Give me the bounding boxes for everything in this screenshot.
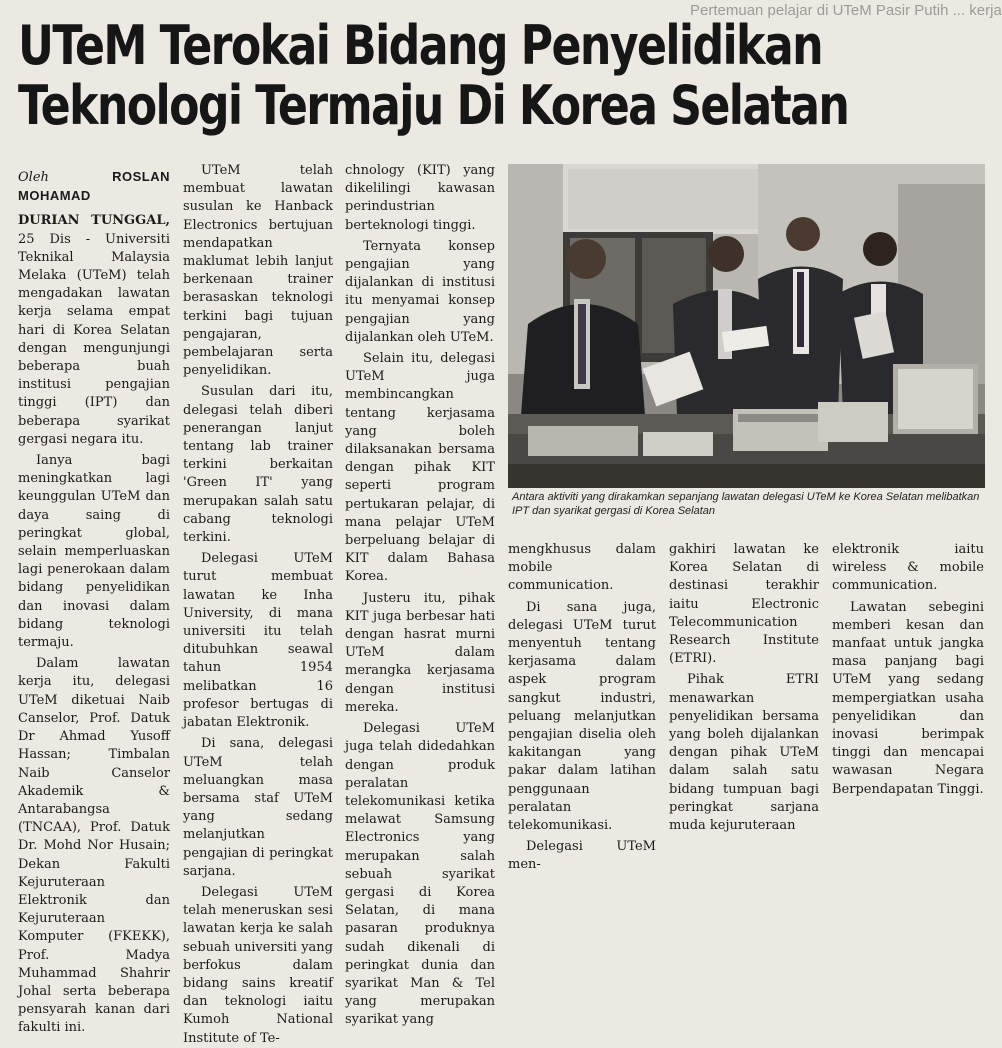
paragraph: Di sana juga, delegasi UTeM turut menyentuh tentang kerjasama dalam aspek program sangkut industri, peluang melanjutkan pengajian diselia oleh kakitangan yang pakar dalam latihan penggunaan peralatan telekomunikasi. (508, 599, 656, 834)
delegation-photo-illustration (508, 164, 985, 488)
paragraph: Dalam lawatan kerja itu, delegasi UTeM diketuai Naib Canselor, Prof. Datuk Dr Ahmad Yusoff Hassan; Timbalan Naib Canselor Akademik & Antarabangsa (TNCAA), Prof. Datuk Dr. Mohd Nor Husain; Dekan Fakulti Kejuruteraan Elektronik dan Kejuruteraan Komputer (FKEKK), Prof. Madya Muhammad Shahrir Johal serta beberapa pensyarah kanan dari fakulti ini. (18, 656, 170, 1036)
paragraph (18, 212, 170, 449)
paragraph: Selain itu, delegasi UTeM juga membincangkan tentang kerjasama yang boleh dilaksanakan bersama dengan pihak KIT seperti program pertukaran pelajar, di mana pelajar UTeM berpeluang belajar di KIT dalam Bahasa Korea. (345, 351, 495, 585)
paragraph: Di sana, delegasi UTeM telah meluangkan masa bersama staf UTeM yang sedang melanjutkan pengajian di peringkat sarjana. (183, 736, 333, 879)
paragraph: elektronik iaitu wireless & mobile communication. (832, 542, 984, 594)
paragraph: Ternyata konsep pengajian yang dijalankan di institusi itu menyamai konsep pengajian yang dijalankan oleh UTeM. (345, 238, 495, 345)
byline-author: ROSLAN MOHAMAD (18, 169, 170, 204)
byline (18, 168, 170, 206)
paragraph: Delegasi UTeM telah meneruskan sesi lawatan kerja ke salah sebuah universiti yang berfokus dalam bidang sains kreatif dan teknologi iaitu Kumoh National Institute of Te- (183, 884, 333, 1046)
paragraph: Delegasi UTeM juga telah didedahkan dengan produk peralatan telekomunikasi ketika melawat Samsung Electronics yang merupakan salah sebuah syarikat gergasi di Korea Selatan, di mana pasaran produknya sudah dikenali di peringkat dunia dan syarikat Man & Tel yang merupakan syarikat yang (345, 721, 495, 1028)
article-column-2 (183, 162, 333, 1046)
paragraph: gakhiri lawatan ke Korea Selatan di destinasi terakhir iaitu Electronic Telecommunication Research Institute (ETRI). (669, 542, 819, 667)
article-column-6 (832, 541, 984, 797)
paragraph: mengkhusus dalam mobile communication. (508, 542, 656, 594)
headline-line-2: Teknologi Termaju Di Korea Selatan (18, 74, 849, 137)
paragraph: Delegasi UTeM turut membuat lawatan ke Inha University, di mana universiti itu telah ditubuhkan seawal tahun 1954 melibatkan 16 profesor bertugas di jabatan Elektronik. (183, 551, 333, 731)
dateline: DURIAN TUNGGAL, (18, 213, 170, 229)
paragraph: Susulan dari itu, delegasi telah diberi penerangan lanjut tentang lab trainer terkini berkaitan 'Green IT' yang merupakan salah satu cabang teknologi terkini. (183, 384, 333, 546)
paragraph-text: 25 Dis - Universiti Teknikal Malaysia Melaka (UTeM) telah mengadakan lawatan kerja selama empat hari di Korea Selatan dengan mengunjungi beberapa buah institusi pengajian tinggi (IPT) dan beberapa syarikat gergasi negara itu. (18, 231, 170, 447)
article-column-5 (669, 541, 819, 834)
byline-prefix: Oleh (18, 170, 49, 185)
news-photo (508, 164, 985, 488)
photo-caption: Antara aktiviti yang dirakamkan sepanjang lawatan delegasi UTeM ke Korea Selatan melibatkan IPT dan syarikat gergasi di Korea Selatan (512, 491, 980, 517)
paragraph: Ianya bagi meningkatkan lagi keunggulan UTeM dan daya saing di peringkat global, selain memperluaskan lagi penerokaan dalam bidang penyelidikan dan inovasi dalam bidang teknologi termaju. (18, 453, 170, 651)
paragraph: Pihak ETRI menawarkan penyelidikan bersama yang boleh dijalankan dengan pihak UTeM dalam salah satu bidang tumpuan bagi peringkat sarjana muda kejuruteraan (669, 672, 819, 834)
paragraph: chnology (KIT) yang dikelilingi kawasan perindustrian berteknologi tinggi. (345, 163, 495, 233)
paragraph: Lawatan sebegini memberi kesan dan manfaat untuk jangka masa panjang bagi UTeM yang sedang mempergiatkan usaha penyelidikan dan inovasi berimpak tinggi dan mencapai wawasan Negara Berpendapatan Tinggi. (832, 599, 984, 797)
headline-line-1: UTeM Terokai Bidang Penyelidikan (18, 14, 822, 77)
faint-masthead-text: Pertemuan pelajar di UTeM Pasir Putih ... kerja (690, 2, 1002, 19)
paragraph: UTeM telah membuat lawatan susulan ke Hanback Electronics bertujuan mendapatkan maklumat lebih lanjut berkenaan trainer berasaskan teknologi terkini bagi tujuan pengajaran, pembelajaran serta penyelidikan. (183, 163, 333, 379)
paragraph: Delegasi UTeM men- (508, 839, 656, 873)
article-column-1 (18, 168, 170, 1036)
article-column-4 (508, 541, 656, 873)
paragraph: Justeru itu, pihak KIT juga berbesar hati dengan hasrat murni UTeM dalam merangka kerjasama dengan institusi mereka. (345, 590, 495, 715)
article-column-3 (345, 162, 495, 1028)
headline (18, 14, 849, 137)
